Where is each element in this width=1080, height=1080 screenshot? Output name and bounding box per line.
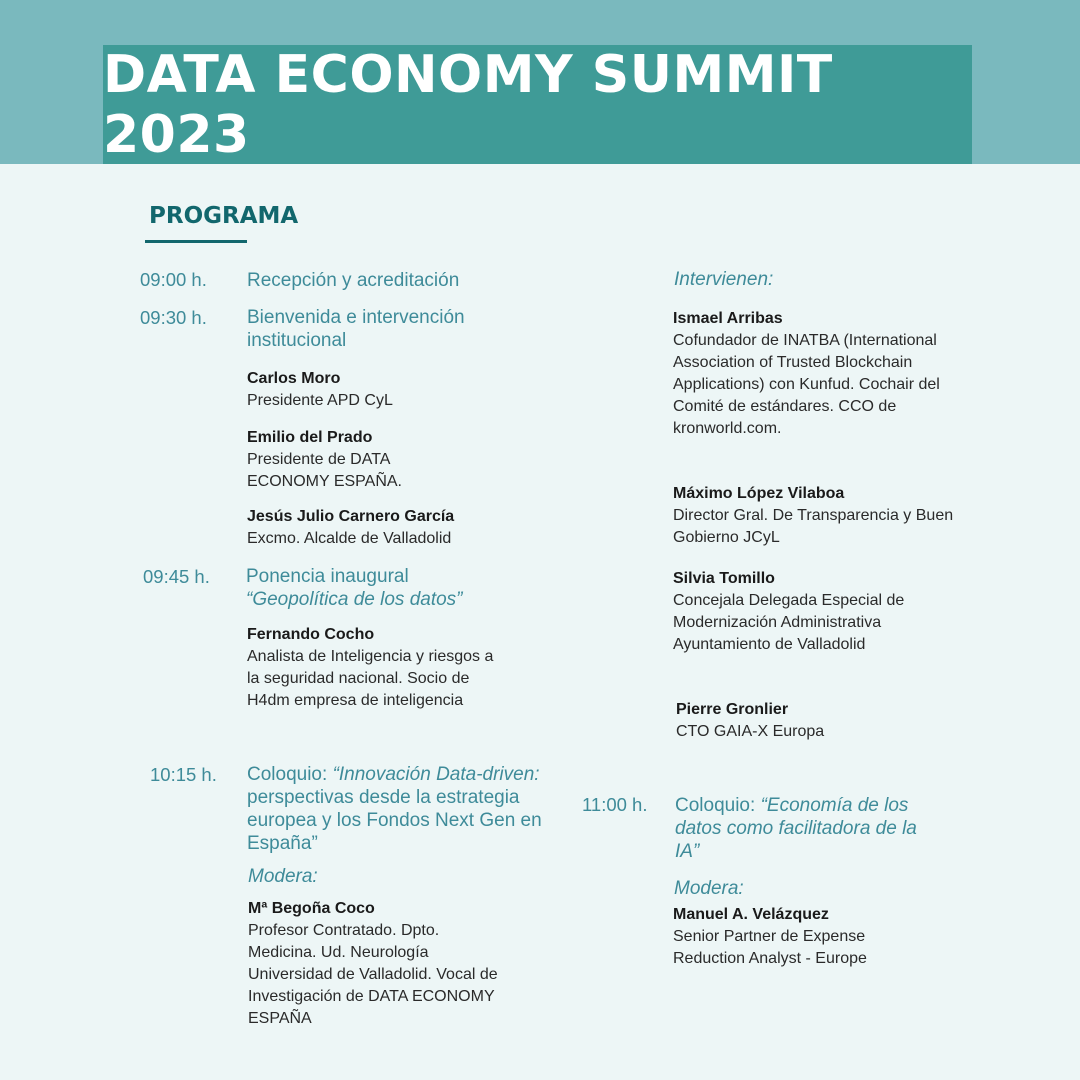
session-prefix: Coloquio: xyxy=(675,795,761,816)
session-subtitle: “Geopolítica de los datos” xyxy=(246,589,463,610)
session-time-0930: 09:30 h. xyxy=(140,307,207,328)
speaker-role: Excmo. Alcalde de Valladolid xyxy=(247,530,452,547)
session-title-0900: Recepción y acreditación xyxy=(247,270,460,291)
speaker-name: Jesús Julio Carnero García xyxy=(247,508,455,525)
session-time-0900: 09:00 h. xyxy=(140,269,207,290)
session-rest: perspectivas desde la estrategia europea y los Fondos Next Gen en España” xyxy=(247,787,542,854)
speaker-name: Máximo López Vilaboa xyxy=(673,485,845,502)
speaker-name: Fernando Cocho xyxy=(247,626,375,643)
speaker-role: CTO GAIA-X Europa xyxy=(676,723,825,740)
speaker-pierre-gronlier xyxy=(676,699,826,743)
speaker-ismael-arribas xyxy=(673,308,973,440)
speaker-role: Presidente de DATA ECONOMY ESPAÑA. xyxy=(247,451,402,490)
speaker-name: Emilio del Prado xyxy=(247,429,373,446)
speaker-role: Director Gral. De Transparencia y Buen Gobierno JCyL xyxy=(673,507,954,546)
speaker-role: Profesor Contratado. Dpto. Medicina. Ud. Neurología Universidad de Valladolid. Vocal de Investigación de DATA ECONOMY ESPAÑA xyxy=(248,922,498,1027)
session-quote: “Economía de los datos como facilitadora de la IA” xyxy=(675,795,917,862)
speaker-role: Cofundador de INATBA (International Association of Trusted Blockchain Applications) con Kunfud. Cochair del Comité de estándares. CCO de kronworld.com. xyxy=(673,332,940,437)
page-title: DATA ECONOMY SUMMIT 2023 xyxy=(103,44,833,165)
speaker-jesus-julio-carnero xyxy=(247,506,537,550)
speaker-name: Carlos Moro xyxy=(247,370,341,387)
title-banner xyxy=(103,45,972,164)
speaker-role: Presidente APD CyL xyxy=(247,392,393,409)
session-title-text: Ponencia inaugural xyxy=(246,566,409,587)
speaker-role: Analista de Inteligencia y riesgos a la seguridad nacional. Socio de H4dm empresa de inteligencia xyxy=(247,648,494,709)
speaker-name: Mª Begoña Coco xyxy=(248,900,375,917)
speaker-role: Concejala Delegada Especial de Modernización Administrativa Ayuntamiento de Valladolid xyxy=(673,592,905,653)
speaker-carlos-moro xyxy=(247,368,487,412)
session-title-1015 xyxy=(247,763,552,855)
speaker-fernando-cocho xyxy=(247,624,497,712)
moderator-label-1100: Modera: xyxy=(674,878,744,899)
session-title-0930: Bienvenida e intervención institucional xyxy=(247,307,465,351)
session-time-0945: 09:45 h. xyxy=(143,566,210,587)
speaker-name: Manuel A. Velázquez xyxy=(673,906,829,923)
speaker-silvia-tomillo xyxy=(673,568,938,656)
speaker-name: Pierre Gronlier xyxy=(676,701,789,718)
session-title-1100 xyxy=(675,794,925,863)
speaker-maximo-lopez xyxy=(673,483,968,549)
session-prefix: Coloquio: xyxy=(247,764,333,785)
section-heading: PROGRAMA xyxy=(149,203,299,229)
moderator-label-1015: Modera: xyxy=(248,866,318,887)
session-quote: “Innovación Data-driven: xyxy=(332,764,540,785)
moderator-manuel-velazquez xyxy=(673,904,928,970)
speaker-emilio-del-prado xyxy=(247,427,467,493)
speaker-role: Senior Partner de Expense Reduction Analyst - Europe xyxy=(673,928,867,967)
speaker-name: Ismael Arribas xyxy=(673,310,783,327)
speakers-label: Intervienen: xyxy=(674,269,774,290)
moderator-begona-coco xyxy=(248,898,508,1030)
session-title-0945 xyxy=(246,565,536,611)
heading-underline xyxy=(145,240,247,243)
session-time-1015: 10:15 h. xyxy=(150,764,217,785)
session-time-1100: 11:00 h. xyxy=(582,794,648,815)
speaker-name: Silvia Tomillo xyxy=(673,570,775,587)
